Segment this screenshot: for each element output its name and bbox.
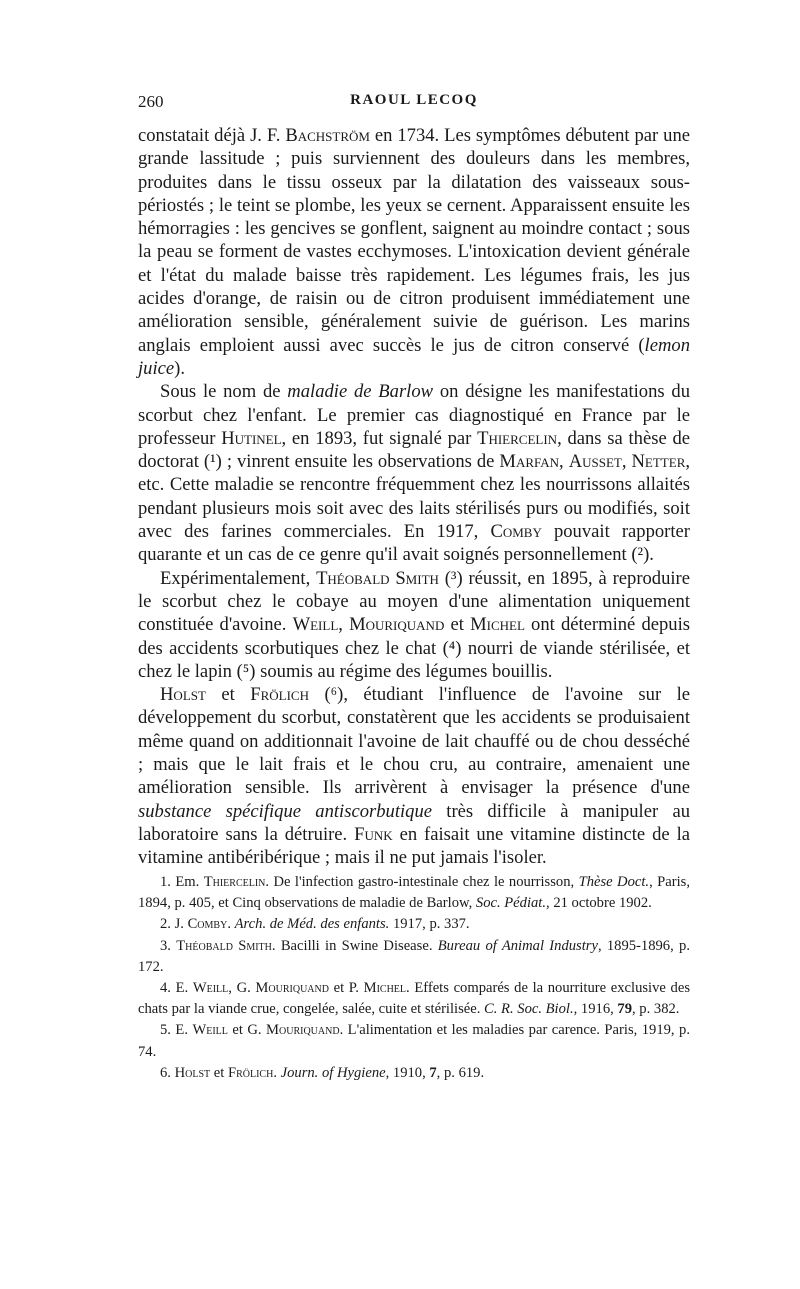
author-name: Théobald Smith	[316, 567, 439, 589]
page-header	[138, 92, 690, 116]
author-name: Funk	[354, 823, 393, 845]
paragraph-holst-frolich: Holst et Frölich (⁶), étudiant l'influence de l'avoine sur le développement du scorbut, constatèrent que les accidents se produisaient même quand on additionnait l'avoine de lait chauffé ou de chou desséché ; mais que le lait frais et le chou cru, au contraire, amenaient une amélioration sensible. Ils arrivèrent à envisager la présence d'une substance spécifique antiscorbutique très difficile à manipuler au laboratoire sans la détruire. Funk en faisait une vitamine distincte de la vitamine antibéribérique ; mais il ne put jamais l'isoler.	[138, 684, 690, 869]
footnote-6: 6. Holst et Frölich. Journ. of Hygiene, 1910, 7, p. 619.	[160, 1064, 485, 1081]
footnote-1: 1. Em. Thiercelin. De l'infection gastro-intestinale chez le nourrisson, Thèse Doct., Paris, 1894, p. 405, et Cinq observations de maladie de Barlow, Soc. Pédiat., 21 octobre 1902.	[138, 874, 690, 912]
author-name: Netter	[631, 451, 686, 473]
paragraph-scurvy-symptoms: constatait déjà J. F. Bachström en 1734. Les symptômes débutent par une grande lassitude ; puis surviennent des douleurs dans les membres, produites dans le tissu osseux par la dilatation des vaisseaux sous-périostés ; le teint se plombe, les yeux se cernent. Apparaissent ensuite les hémorragies : les gencives se gonflent, saignent au moindre contact ; sous la peau se forment de vastes ecchymoses. L'intoxication devient générale et l'état du malade baisse très rapidement. Les légumes frais, les jus acides d'orange, de raisin ou de citron produisent immédiatement une amélioration sensible, généralement suivie de guérison. Les marins anglais emploient aussi avec succès le jus de citron conservé (lemon juice).	[138, 125, 690, 379]
author-name: Ausset	[568, 451, 622, 473]
author-name: Holst	[160, 684, 206, 706]
author-name: Weill	[292, 614, 339, 636]
footnote-2: 2. J. Comby. Arch. de Méd. des enfants. 1917, p. 337.	[160, 916, 470, 933]
page-number: 260	[138, 92, 164, 111]
paragraph-barlow-disease: Sous le nom de maladie de Barlow on désigne les manifestations du scorbut chez l'enfant. Le premier cas diagnostiqué en France par le professeur Hutinel, en 1893, fut signalé par Thiercelin, dans sa thèse de doctorat (¹) ; vinrent ensuite les observations de Marfan, Ausset, Netter, etc. Cette maladie se rencontre fréquemment chez les nourrissons allaités pendant plusieurs mois soit avec des laits stérilisés purs ou modifiés, soit avec des farines commerciales. En 1917, Comby pouvait rapporter quarante et un cas de ce genre qu'il avait soignés personnellement (²).	[138, 381, 691, 566]
author-name: Bachström	[285, 125, 370, 146]
author-name: Frölich	[250, 684, 309, 706]
author-name: Hutinel	[221, 427, 282, 449]
author-name: Marfan	[499, 451, 560, 473]
body-text	[138, 124, 690, 870]
footnotes	[138, 872, 690, 1084]
running-title: RAOUL LECOQ	[350, 92, 478, 108]
footnote-4: 4. E. Weill, G. Mouriquand et P. Michel. Effets comparés de la nourriture exclusive des chats par la viande crue, congelée, salée, cuite et stérilisée. C. R. Soc. Biol., 1916, 79, p. 382.	[138, 980, 690, 1018]
paragraph-experiments: Expérimentalement, Théobald Smith (³) réussit, en 1895, à reproduire le scorbut chez le cobaye au moyen d'une alimentation uniquement constituée d'avoine. Weill, Mouriquand et Michel ont déterminé depuis des accidents scorbutiques chez le chat (⁴) nourri de viande stérilisée, et chez le lapin (⁵) soumis au régime des légumes bouillis.	[138, 567, 691, 682]
author-name: Thiercelin	[477, 427, 558, 449]
author-name: Comby	[490, 521, 542, 543]
footnote-3: 3. Théobald Smith. Bacilli in Swine Disease. Bureau of Animal Industry, 1895-1896, p. 172.	[138, 937, 690, 975]
author-name: Mouriquand	[349, 614, 445, 636]
author-name: Michel	[470, 614, 525, 636]
footnote-5: 5. E. Weill et G. Mouriquand. L'alimentation et les maladies par carence. Paris, 1919, p. 74.	[138, 1022, 690, 1060]
